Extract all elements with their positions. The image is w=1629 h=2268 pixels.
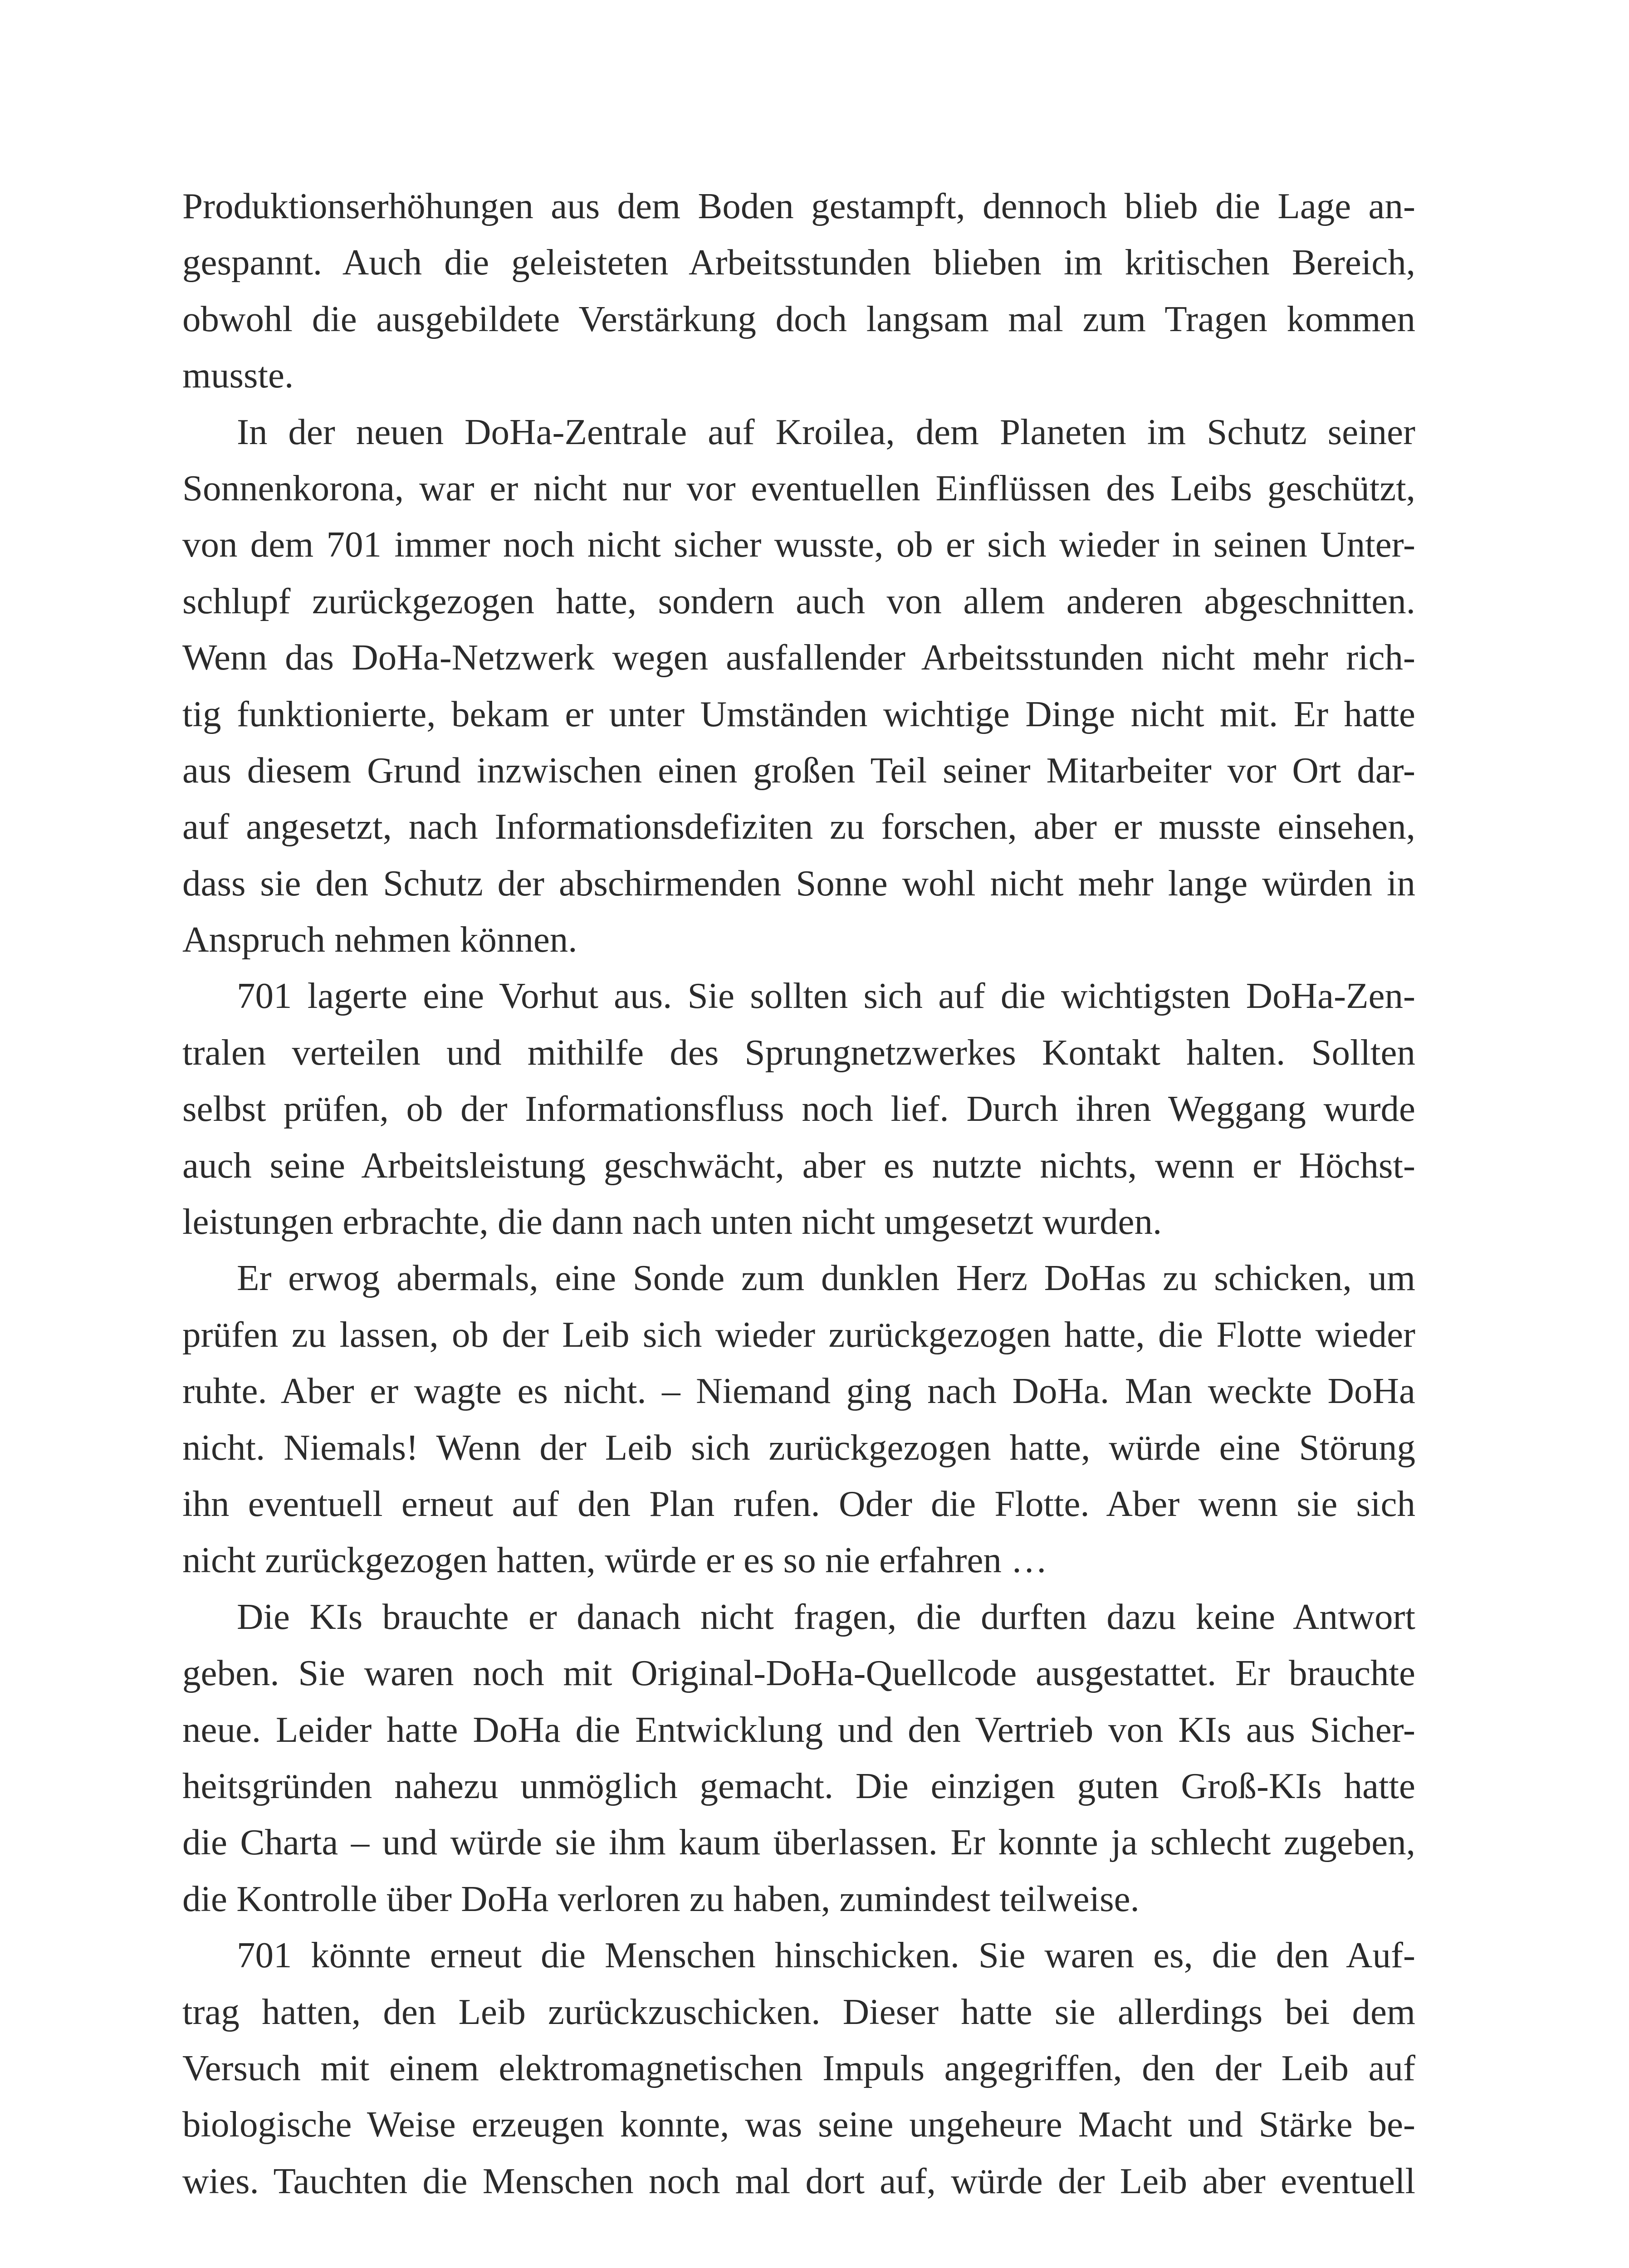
- text-line: nicht. Niemals! Wenn der Leib sich zurückgezogen hatte, würde eine Störung: [182, 1427, 1415, 1468]
- text-line: wies. Tauchten die Menschen noch mal dort auf, würde der Leib aber eventuell: [182, 2160, 1415, 2201]
- text-line: aus diesem Grund inzwischen einen großen Teil seiner Mitarbeiter vor Ort dar-: [182, 749, 1415, 791]
- text-line: musste.: [182, 355, 294, 396]
- text-line: auf angesetzt, nach Informationsdefiziten zu forschen, aber er musste einsehen,: [182, 806, 1415, 847]
- text-line: von dem 701 immer noch nicht sicher wusste, ob er sich wieder in seinen Unter-: [182, 524, 1415, 565]
- body-text: [182, 178, 1415, 2246]
- text-line: geben. Sie waren noch mit Original-DoHa-Quellcode ausgestattet. Er brauchte: [182, 1652, 1415, 1694]
- text-line: ihn eventuell erneut auf den Plan rufen. Oder die Flotte. Aber wenn sie sich: [182, 1483, 1415, 1524]
- text-line: Die KIs brauchte er danach nicht fragen, die durften dazu keine Antwort: [237, 1596, 1415, 1637]
- text-line: In der neuen DoHa-Zentrale auf Kroilea, dem Planeten im Schutz seiner: [237, 411, 1415, 452]
- text-line: tralen verteilen und mithilfe des Sprungnetzwerkes Kontakt halten. Sollten: [182, 1031, 1415, 1073]
- text-line: selbst prüfen, ob der Informationsfluss noch lief. Durch ihren Weggang wurde: [182, 1088, 1415, 1129]
- text-line: tig funktionierte, bekam er unter Umständen wichtige Dinge nicht mit. Er hatte: [182, 693, 1415, 734]
- text-line: leistungen erbrachte, die dann nach unten nicht umgesetzt wurden.: [182, 1201, 1162, 1242]
- text-line: Wenn das DoHa-Netzwerk wegen ausfallender Arbeitsstunden nicht mehr rich-: [182, 637, 1415, 678]
- text-line: 701 könnte erneut die Menschen hinschicken. Sie waren es, die den Auf-: [237, 1935, 1415, 1976]
- text-line: schlupf zurückgezogen hatte, sondern auch von allem anderen abgeschnitten.: [182, 580, 1415, 621]
- text-line: auch seine Arbeitsleistung geschwächt, aber es nutzte nichts, wenn er Höchst-: [182, 1144, 1415, 1186]
- text-line: Sonnenkorona, war er nicht nur vor eventuellen Einflüssen des Leibs geschützt,: [182, 467, 1415, 508]
- text-line: neue. Leider hatte DoHa die Entwicklung und den Vertrieb von KIs aus Sicher-: [182, 1709, 1415, 1750]
- text-line: Er erwog abermals, eine Sonde zum dunklen Herz DoHas zu schicken, um: [237, 1257, 1415, 1299]
- text-line: die Charta – und würde sie ihm kaum überlassen. Er konnte ja schlecht zugeben,: [182, 1822, 1415, 1863]
- text-line: Produktionserhöhungen aus dem Boden gestampft, dennoch blieb die Lage an-: [182, 186, 1415, 226]
- text-line: heitsgründen nahezu unmöglich gemacht. Die einzigen guten Groß-KIs hatte: [182, 1765, 1415, 1806]
- text-line: ruhte. Aber er wagte es nicht. – Niemand ging nach DoHa. Man weckte DoHa: [182, 1370, 1415, 1412]
- text-line: trag hatten, den Leib zurückzuschicken. Dieser hatte sie allerdings bei dem: [182, 1991, 1415, 2032]
- text-line: nicht zurückgezogen hatten, würde er es so nie erfahren …: [182, 1540, 1048, 1581]
- text-line: 701 lagerte eine Vorhut aus. Sie sollten sich auf die wichtigsten DoHa-Zen-: [237, 975, 1415, 1017]
- text-line: prüfen zu lassen, ob der Leib sich wieder zurückgezogen hatte, die Flotte wieder: [182, 1314, 1415, 1355]
- text-line: biologische Weise erzeugen konnte, was seine ungeheure Macht und Stärke be-: [182, 2104, 1415, 2145]
- text-line: die Kontrolle über DoHa verloren zu haben, zumindest teilweise.: [182, 1878, 1140, 1919]
- text-line: obwohl die ausgebildete Verstärkung doch langsam mal zum Tragen kommen: [182, 298, 1415, 339]
- text-line: dass sie den Schutz der abschirmenden Sonne wohl nicht mehr lange würden in: [182, 862, 1415, 904]
- text-line: Anspruch nehmen können.: [182, 919, 577, 960]
- text-line: Versuch mit einem elektromagnetischen Impuls angegriffen, den der Leib auf: [182, 2047, 1415, 2088]
- text-line: gespannt. Auch die geleisteten Arbeitsstunden blieben im kritischen Bereich,: [182, 242, 1415, 283]
- page-number: [0, 2266, 1629, 2268]
